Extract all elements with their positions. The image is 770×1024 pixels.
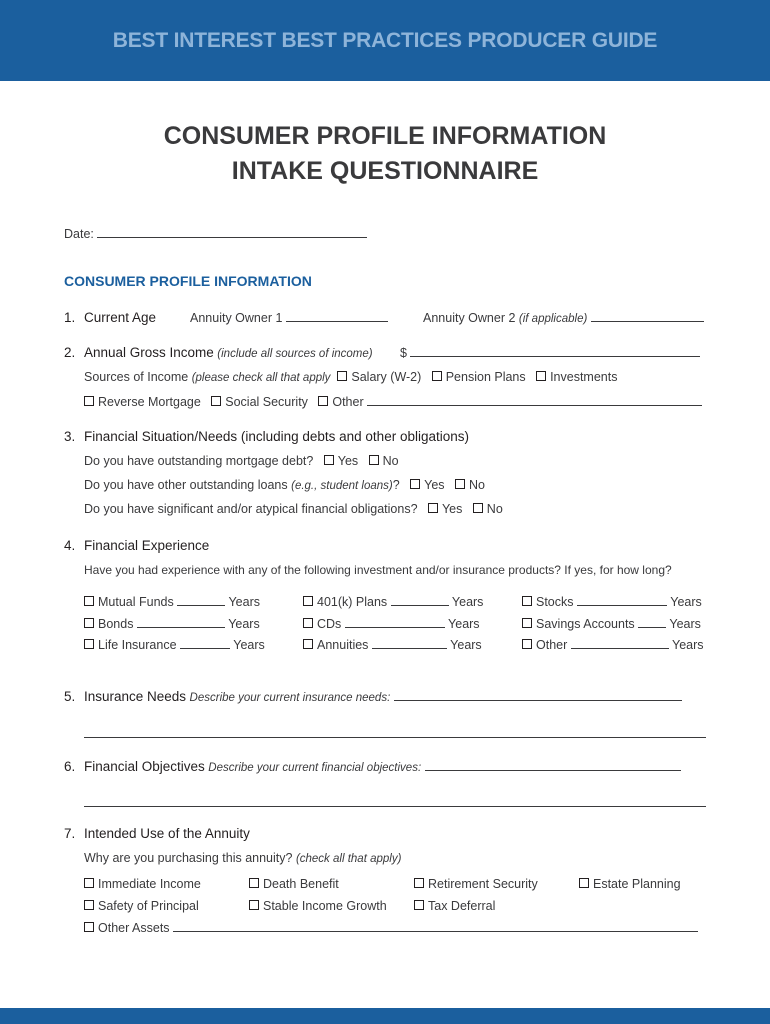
insurance-needs-line-2[interactable] bbox=[84, 737, 706, 738]
life-insurance-label: Life Insurance bbox=[98, 638, 177, 652]
q5-prompt: Describe your current insurance needs: bbox=[189, 692, 391, 704]
exp-annuities bbox=[303, 637, 482, 652]
financial-objectives-field[interactable] bbox=[425, 759, 681, 771]
obligations-yes-label: Yes bbox=[441, 502, 463, 516]
estate-planning-label: Estate Planning bbox=[593, 877, 681, 891]
exp-mutual bbox=[84, 594, 260, 609]
q4-prompt: Have you had experience with any of the following investment and/or insurance products? If yes, for how long? bbox=[84, 563, 672, 577]
annuities-checkbox[interactable] bbox=[303, 639, 313, 649]
q2-number: 2. bbox=[64, 345, 76, 360]
mutual-funds-field[interactable] bbox=[177, 594, 225, 606]
date-row bbox=[64, 226, 367, 241]
q3-label: Financial Situation/Needs (including debts and other obligations) bbox=[84, 429, 469, 444]
date-field[interactable] bbox=[97, 226, 367, 238]
life-insurance-checkbox[interactable] bbox=[84, 639, 94, 649]
sources-row bbox=[84, 370, 617, 384]
stable-income-label: Stable Income Growth bbox=[263, 899, 387, 913]
loans-no-checkbox[interactable] bbox=[455, 479, 465, 489]
sources-row-2 bbox=[84, 394, 702, 409]
salary-label: Salary (W-2) bbox=[351, 370, 422, 384]
q3-number: 3. bbox=[64, 429, 76, 444]
other-product-checkbox[interactable] bbox=[522, 639, 532, 649]
page-title-line1: CONSUMER PROFILE INFORMATION bbox=[163, 122, 607, 150]
annuities-label: Annuities bbox=[317, 638, 369, 652]
loans-qmark: ? bbox=[392, 478, 400, 492]
footer-bar bbox=[0, 1008, 770, 1024]
q5-label: Insurance Needs bbox=[84, 689, 187, 704]
social-security-checkbox[interactable] bbox=[211, 396, 221, 406]
retirement-security-checkbox[interactable] bbox=[414, 878, 424, 888]
q6-label: Financial Objectives bbox=[84, 759, 205, 774]
loans-question: Do you have other outstanding loans bbox=[84, 478, 288, 492]
reverse-mortgage-checkbox[interactable] bbox=[84, 396, 94, 406]
insurance-needs-field[interactable] bbox=[394, 689, 682, 701]
other-product-label: Other bbox=[536, 638, 568, 652]
tax-deferral-label: Tax Deferral bbox=[428, 899, 496, 913]
mortgage-row bbox=[84, 454, 399, 468]
owner2-label: Annuity Owner 2 bbox=[423, 311, 516, 325]
estate-planning-checkbox[interactable] bbox=[579, 878, 589, 888]
years-label: Years bbox=[448, 617, 480, 631]
annuities-field[interactable] bbox=[372, 637, 447, 649]
immediate-income-checkbox[interactable] bbox=[84, 878, 94, 888]
q7-prompt: Why are you purchasing this annuity? bbox=[84, 851, 293, 865]
years-label: Years bbox=[669, 617, 701, 631]
tax-deferral-checkbox[interactable] bbox=[414, 900, 424, 910]
death-benefit-checkbox[interactable] bbox=[249, 878, 259, 888]
reverse-mortgage-label: Reverse Mortgage bbox=[98, 395, 201, 409]
loans-no-label: No bbox=[468, 478, 485, 492]
date-label: Date: bbox=[64, 227, 94, 241]
sources-label: Sources of Income bbox=[84, 370, 189, 384]
q5-row bbox=[84, 689, 682, 704]
other-assets-checkbox[interactable] bbox=[84, 922, 94, 932]
owner1-age-field[interactable] bbox=[286, 310, 388, 322]
401k-field[interactable] bbox=[391, 594, 449, 606]
cds-label: CDs bbox=[317, 617, 342, 631]
mortgage-no-checkbox[interactable] bbox=[369, 455, 379, 465]
mortgage-yes-checkbox[interactable] bbox=[324, 455, 334, 465]
q1-label: Current Age bbox=[84, 310, 157, 325]
other-assets-field[interactable] bbox=[173, 920, 698, 932]
years-label: Years bbox=[670, 595, 702, 609]
pension-label: Pension Plans bbox=[445, 370, 526, 384]
q7-prompt-row bbox=[84, 851, 401, 865]
death-benefit-label: Death Benefit bbox=[263, 877, 339, 891]
exp-life bbox=[84, 637, 265, 652]
q2-row bbox=[84, 345, 373, 360]
q1-owner1 bbox=[190, 310, 388, 325]
use-safety bbox=[84, 899, 199, 913]
loans-yes-label: Yes bbox=[424, 478, 445, 492]
other-product-field[interactable] bbox=[571, 637, 669, 649]
bonds-checkbox[interactable] bbox=[84, 618, 94, 628]
mutual-funds-checkbox[interactable] bbox=[84, 596, 94, 606]
investments-label: Investments bbox=[550, 370, 618, 384]
income-row bbox=[400, 345, 700, 360]
section-title: CONSUMER PROFILE INFORMATION bbox=[64, 273, 312, 289]
q2-note: (include all sources of income) bbox=[217, 348, 373, 360]
immediate-income-label: Immediate Income bbox=[98, 877, 201, 891]
obligations-no-checkbox[interactable] bbox=[473, 503, 483, 513]
mortgage-question: Do you have outstanding mortgage debt? bbox=[84, 454, 314, 468]
q5-number: 5. bbox=[64, 689, 76, 704]
exp-401k bbox=[303, 594, 483, 609]
401k-checkbox[interactable] bbox=[303, 596, 313, 606]
q7-label: Intended Use of the Annuity bbox=[84, 826, 250, 841]
retirement-security-label: Retirement Security bbox=[428, 877, 538, 891]
savings-field[interactable] bbox=[638, 616, 666, 628]
obligations-no-label: No bbox=[486, 502, 503, 516]
page-title-line2: INTAKE QUESTIONNAIRE bbox=[231, 157, 539, 185]
owner1-label: Annuity Owner 1 bbox=[190, 311, 283, 325]
income-field[interactable] bbox=[410, 345, 700, 357]
investments-checkbox[interactable] bbox=[536, 371, 546, 381]
owner2-age-field[interactable] bbox=[591, 310, 704, 322]
life-insurance-field[interactable] bbox=[180, 637, 230, 649]
bonds-label: Bonds bbox=[98, 617, 134, 631]
exp-savings bbox=[522, 616, 701, 631]
use-tax bbox=[414, 899, 495, 913]
cds-field[interactable] bbox=[345, 616, 445, 628]
savings-checkbox[interactable] bbox=[522, 618, 532, 628]
pension-checkbox[interactable] bbox=[432, 371, 442, 381]
loans-note: (e.g., student loans) bbox=[291, 480, 393, 492]
dollar-sign: $ bbox=[400, 346, 407, 360]
stocks-checkbox[interactable] bbox=[522, 596, 532, 606]
q4-number: 4. bbox=[64, 538, 76, 553]
social-security-label: Social Security bbox=[225, 395, 308, 409]
years-label: Years bbox=[450, 638, 482, 652]
q7-prompt-note: (check all that apply) bbox=[295, 853, 402, 865]
stable-income-checkbox[interactable] bbox=[249, 900, 259, 910]
cds-checkbox[interactable] bbox=[303, 618, 313, 628]
exp-other bbox=[522, 637, 704, 652]
use-retirement bbox=[414, 877, 538, 891]
q6-number: 6. bbox=[64, 759, 76, 774]
q7-number: 7. bbox=[64, 826, 76, 841]
use-death bbox=[249, 877, 339, 891]
bonds-field[interactable] bbox=[137, 616, 225, 628]
q2-label: Annual Gross Income bbox=[84, 345, 214, 360]
obligations-row bbox=[84, 502, 503, 516]
years-label: Years bbox=[672, 638, 704, 652]
other-income-field[interactable] bbox=[367, 394, 702, 406]
banner-title: BEST INTEREST BEST PRACTICES PRODUCER GUIDE bbox=[112, 29, 658, 52]
mortgage-yes-label: Yes bbox=[337, 454, 359, 468]
loans-row bbox=[84, 478, 485, 492]
financial-objectives-line-2[interactable] bbox=[84, 806, 706, 807]
use-immediate bbox=[84, 877, 201, 891]
other-income-label: Other bbox=[332, 395, 364, 409]
exp-cds bbox=[303, 616, 480, 631]
other-assets-label: Other Assets bbox=[98, 921, 170, 935]
other-income-checkbox[interactable] bbox=[318, 396, 328, 406]
use-estate bbox=[579, 877, 681, 891]
years-label: Years bbox=[233, 638, 265, 652]
exp-stocks bbox=[522, 594, 702, 609]
safety-principal-label: Safety of Principal bbox=[98, 899, 199, 913]
safety-principal-checkbox[interactable] bbox=[84, 900, 94, 910]
q1-number: 1. bbox=[64, 310, 76, 325]
years-label: Years bbox=[451, 595, 484, 609]
401k-label: 401(k) Plans bbox=[317, 595, 388, 609]
salary-checkbox[interactable] bbox=[337, 371, 347, 381]
sources-note: (please check all that apply bbox=[191, 372, 331, 384]
q4-label: Financial Experience bbox=[84, 538, 210, 553]
q1-owner2 bbox=[423, 310, 704, 325]
exp-bonds bbox=[84, 616, 260, 631]
years-label: Years bbox=[228, 595, 260, 609]
stocks-field[interactable] bbox=[577, 594, 667, 606]
q6-prompt: Describe your current financial objectives: bbox=[208, 762, 422, 774]
mutual-funds-label: Mutual Funds bbox=[98, 595, 174, 609]
q6-row bbox=[84, 759, 681, 774]
owner2-note: (if applicable) bbox=[518, 313, 588, 325]
use-other-assets bbox=[84, 920, 698, 935]
loans-yes-checkbox[interactable] bbox=[410, 479, 420, 489]
obligations-question: Do you have significant and/or atypical financial obligations? bbox=[84, 502, 418, 516]
mortgage-no-label: No bbox=[382, 454, 399, 468]
obligations-yes-checkbox[interactable] bbox=[428, 503, 438, 513]
use-stable bbox=[249, 899, 387, 913]
savings-label: Savings Accounts bbox=[536, 617, 635, 631]
header-banner bbox=[0, 0, 770, 81]
stocks-label: Stocks bbox=[536, 595, 574, 609]
years-label: Years bbox=[228, 617, 260, 631]
